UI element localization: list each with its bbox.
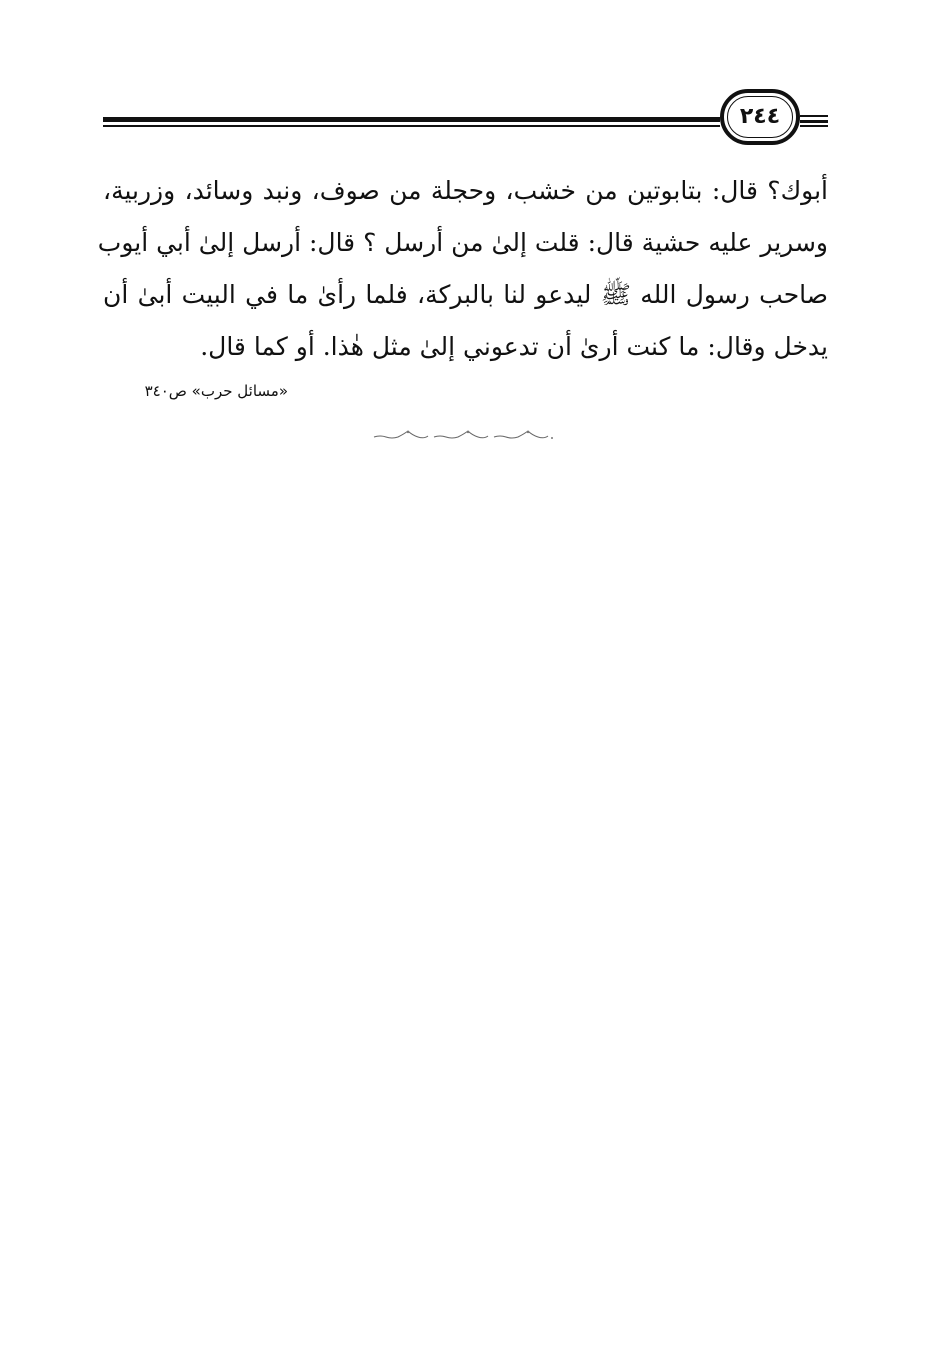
header-rule-right — [800, 120, 828, 123]
ornamental-separator — [372, 428, 557, 442]
source-reference: «مسائل حرب» ص٣٤٠ — [144, 382, 288, 400]
body-line: يدخل وقال: ما كنت أرىٰ أن تدعوني إلىٰ مثل هٰذا. أو كما قال. — [200, 332, 828, 361]
body-line: أبوك؟ قال: بتابوتين من خشب، وحجلة من صوف، ونبد وسائد، وزربية، — [103, 176, 828, 205]
page-number: ٢٤٤ — [739, 103, 781, 129]
header-rule-right — [800, 125, 828, 127]
page-number-ornament — [720, 89, 800, 145]
body-line: وسرير عليه حشية قال: قلت إلىٰ من أرسل ؟ قال: أرسل إلىٰ أبي أيوب — [97, 228, 828, 257]
header-rule-right — [800, 115, 828, 117]
header-rule-thin — [103, 125, 720, 127]
body-line: صاحب رسول الله ﷺ ليدعو لنا بالبركة، فلما رأىٰ ما في البيت أبىٰ أن — [103, 280, 829, 309]
header-rule-thick — [103, 117, 720, 122]
body-text — [97, 165, 829, 373]
